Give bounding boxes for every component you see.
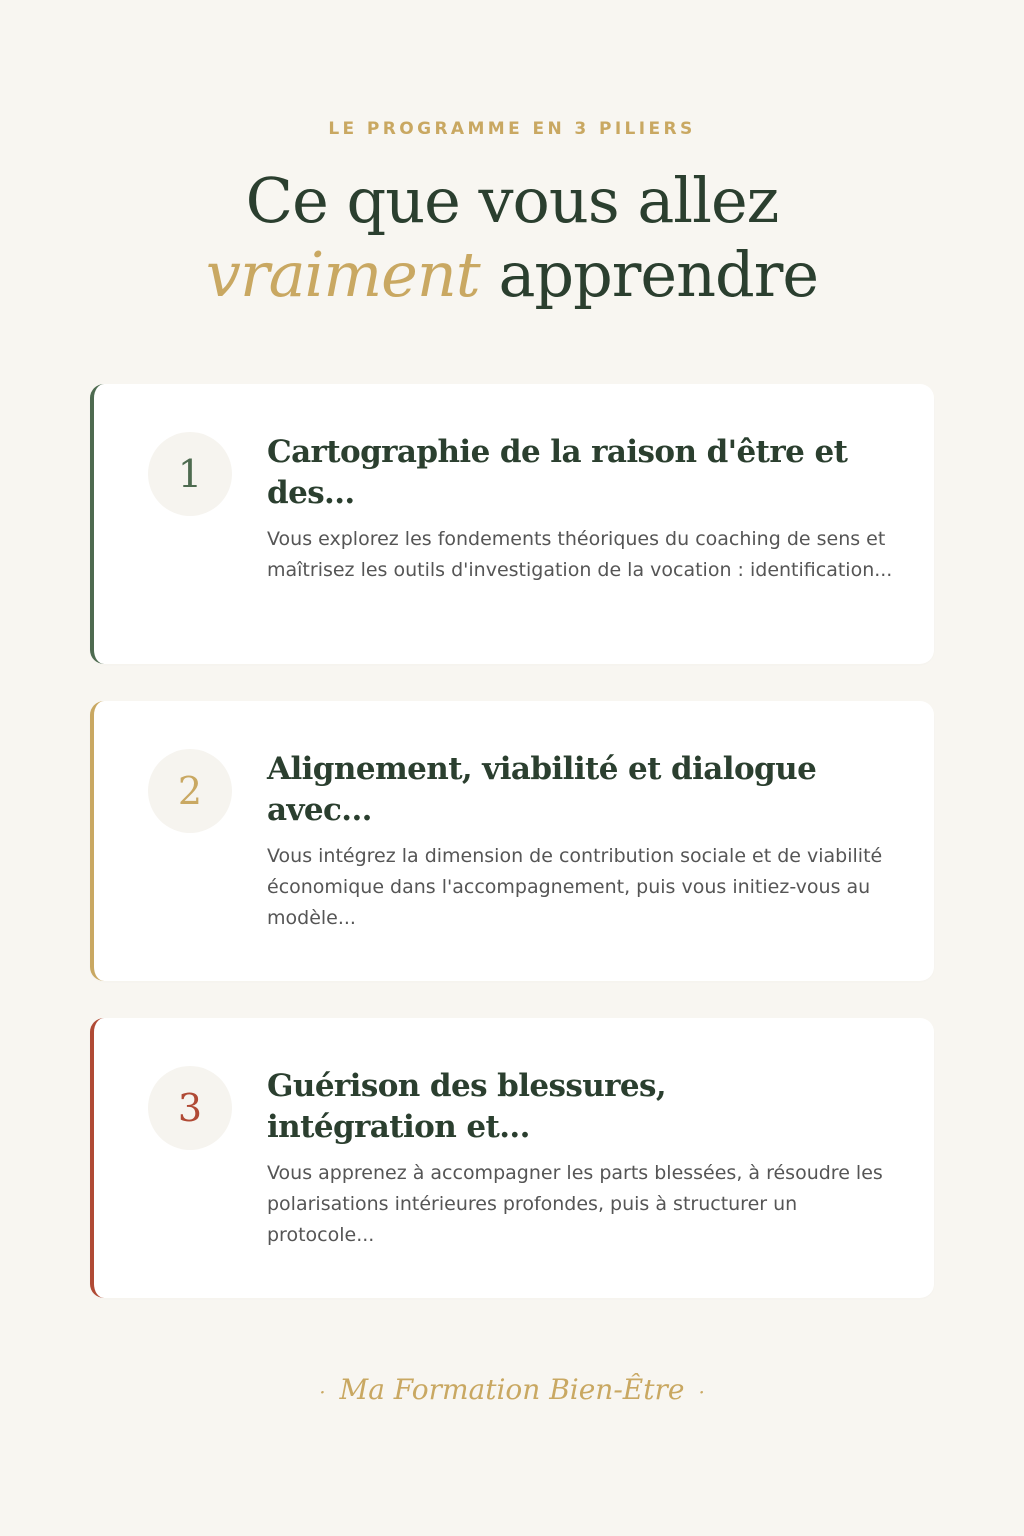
- section-eyebrow: LE PROGRAMME EN 3 PILIERS: [328, 119, 696, 139]
- footer-brand-name: Ma Formation Bien-Être: [339, 1373, 685, 1406]
- pillar-title: Cartographie de la raison d'être et des...: [267, 434, 848, 511]
- footer-dot-right: ·: [698, 1379, 705, 1404]
- section-title-line2: [0, 238, 1024, 312]
- footer-dot-left: ·: [319, 1379, 326, 1404]
- section-title: [0, 164, 1024, 312]
- pillar-title: Alignement, viabilité et dialogue avec...: [267, 751, 817, 828]
- pillar-number-badge: 2: [148, 749, 232, 833]
- pillar-number-badge: 3: [148, 1066, 232, 1150]
- pillar-title: Guérison des blessures, intégration et...: [267, 1068, 667, 1145]
- pillar-description: Vous apprenez à accompagner les parts blessées, à résoudre les polarisations intérieures profondes, puis à structurer un protocole...: [267, 1162, 883, 1246]
- pillar-card-2: [90, 701, 934, 981]
- pillar-card-1: [90, 384, 934, 664]
- section-title-rest: apprendre: [498, 238, 819, 311]
- pillar-number-badge: 1: [148, 432, 232, 516]
- footer-brand: [0, 1373, 1024, 1406]
- section-title-line1: Ce que vous allez: [245, 164, 779, 237]
- section-title-accent: vraiment: [205, 238, 480, 311]
- pillar-description: Vous explorez les fondements théoriques du coaching de sens et maîtrisez les outils d'investigation de la vocation : identification...: [267, 528, 893, 581]
- pillar-description: Vous intégrez la dimension de contribution sociale et de viabilité économique dans l'accompagnement, puis vous initiez-vous au modèle...: [267, 845, 883, 929]
- pillar-card-3: [90, 1018, 934, 1298]
